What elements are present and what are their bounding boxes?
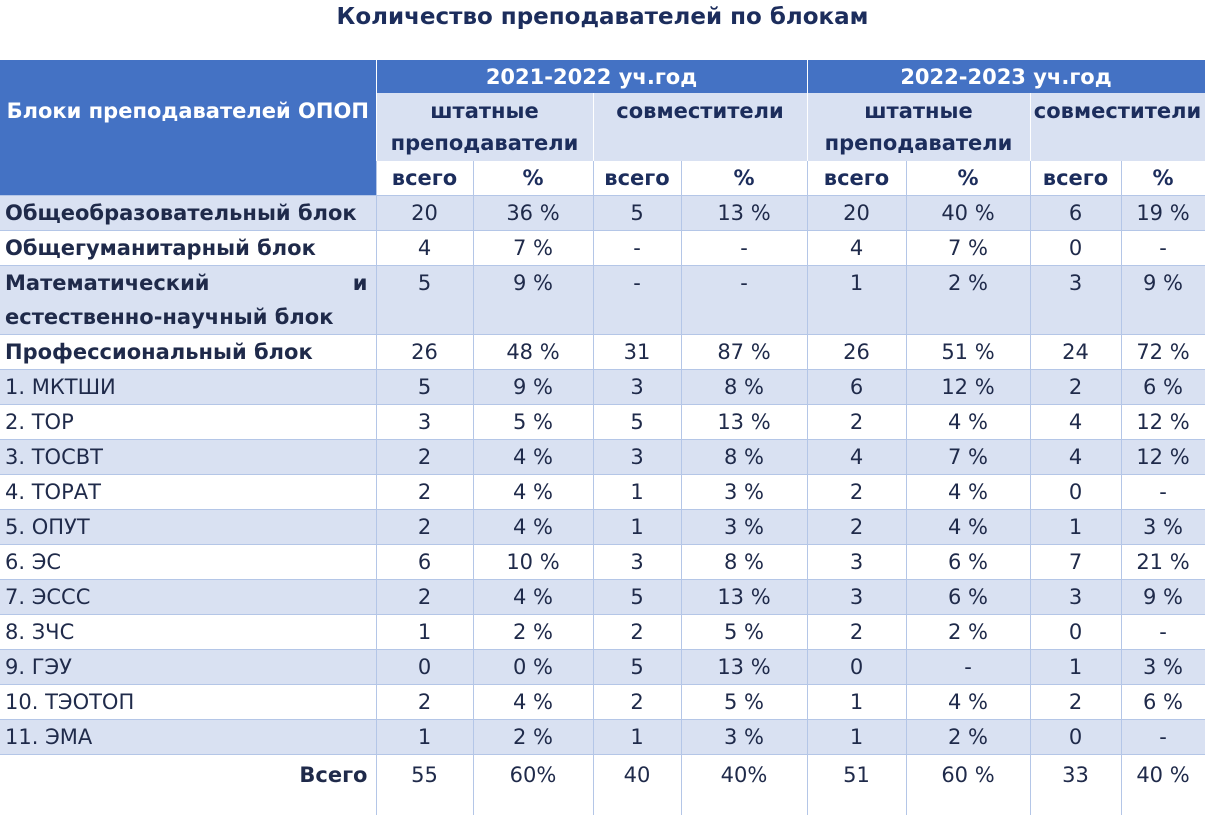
table-row xyxy=(0,196,1205,231)
cell-staff-2021-percent: 4 % xyxy=(473,685,593,720)
cell-staff-2021-total: 2 xyxy=(376,685,473,720)
row-label: Профессиональный блок xyxy=(0,335,376,370)
header-block-column-filler xyxy=(0,161,376,196)
header-part-time-2022: совместители xyxy=(1030,93,1205,161)
cell-part-time-2021-total: - xyxy=(593,231,681,266)
filler-cell xyxy=(906,795,1030,815)
cell-part-time-2021-total: 2 xyxy=(593,615,681,650)
cell-part-time-2021-total: 3 xyxy=(593,545,681,580)
cell-staff-2022-total: 3 xyxy=(807,545,906,580)
header-unit-total: всего xyxy=(593,161,681,196)
cell-part-time-2022-total: 1 xyxy=(1030,510,1121,545)
filler-cell xyxy=(473,795,593,815)
table-row xyxy=(0,475,1205,510)
cell-staff-2022-total: 4 xyxy=(807,440,906,475)
table-row xyxy=(0,335,1205,370)
cell-staff-2022-percent: 51 % xyxy=(906,335,1030,370)
cell-part-time-2022-percent: 9 % xyxy=(1121,266,1205,335)
cell-part-time-2022-percent: 3 % xyxy=(1121,510,1205,545)
table-row xyxy=(0,720,1205,755)
total-part-time-2021-percent: 40% xyxy=(681,755,807,796)
cell-staff-2022-percent: 7 % xyxy=(906,440,1030,475)
cell-part-time-2021-percent: 87 % xyxy=(681,335,807,370)
cell-part-time-2022-total: 0 xyxy=(1030,615,1121,650)
cell-staff-2021-percent: 10 % xyxy=(473,545,593,580)
cell-part-time-2022-percent: 12 % xyxy=(1121,405,1205,440)
header-unit-percent: % xyxy=(473,161,593,196)
table-row xyxy=(0,615,1205,650)
cell-staff-2022-total: 26 xyxy=(807,335,906,370)
cell-part-time-2022-percent: 3 % xyxy=(1121,650,1205,685)
cell-staff-2022-total: 0 xyxy=(807,650,906,685)
cell-part-time-2021-total: 5 xyxy=(593,405,681,440)
cell-part-time-2022-total: 7 xyxy=(1030,545,1121,580)
cell-part-time-2021-total: 5 xyxy=(593,650,681,685)
row-label: 5. ОПУТ xyxy=(0,510,376,545)
cell-staff-2022-total: 1 xyxy=(807,266,906,335)
cell-staff-2021-percent: 5 % xyxy=(473,405,593,440)
total-staff-2022-total: 51 xyxy=(807,755,906,796)
cell-part-time-2021-percent: 8 % xyxy=(681,440,807,475)
header-staff-2021: штатные преподаватели xyxy=(376,93,593,161)
cell-staff-2021-total: 4 xyxy=(376,231,473,266)
header-unit-total: всего xyxy=(376,161,473,196)
row-label: 3. ТОСВТ xyxy=(0,440,376,475)
cell-part-time-2022-total: 1 xyxy=(1030,650,1121,685)
table-row xyxy=(0,510,1205,545)
cell-staff-2021-total: 20 xyxy=(376,196,473,231)
cell-staff-2021-total: 5 xyxy=(376,266,473,335)
cell-part-time-2022-total: 4 xyxy=(1030,405,1121,440)
teachers-by-block-table xyxy=(0,60,1205,815)
cell-part-time-2022-percent: - xyxy=(1121,231,1205,266)
cell-staff-2021-percent: 7 % xyxy=(473,231,593,266)
cell-part-time-2022-total: 0 xyxy=(1030,720,1121,755)
page-title: Количество преподавателей по блокам xyxy=(336,4,869,30)
cell-part-time-2022-percent: - xyxy=(1121,475,1205,510)
filler-cell xyxy=(807,795,906,815)
cell-staff-2022-percent: 6 % xyxy=(906,545,1030,580)
filler-cell xyxy=(376,795,473,815)
total-row xyxy=(0,755,1205,796)
filler-cell xyxy=(1030,795,1121,815)
row-label: 4. ТОРАТ xyxy=(0,475,376,510)
cell-part-time-2022-percent: - xyxy=(1121,615,1205,650)
table-row xyxy=(0,370,1205,405)
cell-staff-2021-percent: 48 % xyxy=(473,335,593,370)
cell-staff-2022-total: 4 xyxy=(807,231,906,266)
table-row xyxy=(0,650,1205,685)
filler-cell xyxy=(681,795,807,815)
cell-part-time-2021-total: 1 xyxy=(593,510,681,545)
cell-staff-2021-percent: 4 % xyxy=(473,475,593,510)
cell-part-time-2022-total: 6 xyxy=(1030,196,1121,231)
table-row xyxy=(0,231,1205,266)
cell-part-time-2021-total: 5 xyxy=(593,580,681,615)
cell-staff-2021-percent: 2 % xyxy=(473,720,593,755)
header-year-2021: 2021-2022 уч.год xyxy=(376,60,807,93)
cell-part-time-2021-percent: 13 % xyxy=(681,405,807,440)
cell-part-time-2022-total: 4 xyxy=(1030,440,1121,475)
table-row xyxy=(0,580,1205,615)
total-label: Всего xyxy=(0,755,376,796)
cell-staff-2021-total: 2 xyxy=(376,580,473,615)
header-unit-percent: % xyxy=(1121,161,1205,196)
row-label: 1. МКТШИ xyxy=(0,370,376,405)
total-staff-2021-percent: 60% xyxy=(473,755,593,796)
header-year-2022: 2022-2023 уч.год xyxy=(807,60,1205,93)
header-unit-total: всего xyxy=(1030,161,1121,196)
filler-cell xyxy=(1121,795,1205,815)
cell-part-time-2022-total: 24 xyxy=(1030,335,1121,370)
cell-staff-2022-percent: 2 % xyxy=(906,615,1030,650)
cell-part-time-2022-total: 0 xyxy=(1030,475,1121,510)
row-label xyxy=(0,266,376,335)
table-bottom-filler xyxy=(0,795,1205,815)
cell-part-time-2022-percent: 72 % xyxy=(1121,335,1205,370)
cell-part-time-2021-total: 3 xyxy=(593,440,681,475)
cell-staff-2022-percent: 7 % xyxy=(906,231,1030,266)
cell-part-time-2021-percent: 3 % xyxy=(681,510,807,545)
cell-part-time-2021-percent: 8 % xyxy=(681,370,807,405)
cell-part-time-2021-total: 1 xyxy=(593,720,681,755)
cell-staff-2022-percent: 6 % xyxy=(906,580,1030,615)
cell-staff-2022-total: 2 xyxy=(807,475,906,510)
cell-staff-2022-percent: 4 % xyxy=(906,685,1030,720)
cell-staff-2022-percent: 4 % xyxy=(906,475,1030,510)
cell-staff-2021-total: 5 xyxy=(376,370,473,405)
cell-staff-2021-percent: 4 % xyxy=(473,580,593,615)
cell-staff-2021-total: 2 xyxy=(376,475,473,510)
cell-part-time-2021-total: 1 xyxy=(593,475,681,510)
cell-staff-2021-percent: 2 % xyxy=(473,615,593,650)
cell-part-time-2021-percent: 3 % xyxy=(681,475,807,510)
total-staff-2022-percent: 60 % xyxy=(906,755,1030,796)
cell-part-time-2022-percent: 6 % xyxy=(1121,685,1205,720)
cell-staff-2021-total: 6 xyxy=(376,545,473,580)
cell-part-time-2021-total: 5 xyxy=(593,196,681,231)
row-label: 7. ЭССС xyxy=(0,580,376,615)
cell-part-time-2021-total: - xyxy=(593,266,681,335)
cell-part-time-2022-total: 2 xyxy=(1030,685,1121,720)
cell-staff-2022-percent: - xyxy=(906,650,1030,685)
header-block-column: Блоки преподавателей ОПОП xyxy=(0,60,376,161)
header-unit-total: всего xyxy=(807,161,906,196)
table-row xyxy=(0,405,1205,440)
cell-staff-2021-percent: 9 % xyxy=(473,370,593,405)
header-unit-percent: % xyxy=(906,161,1030,196)
header-unit-percent: % xyxy=(681,161,807,196)
row-label: 9. ГЭУ xyxy=(0,650,376,685)
cell-part-time-2021-percent: 13 % xyxy=(681,196,807,231)
cell-staff-2022-total: 3 xyxy=(807,580,906,615)
cell-staff-2021-total: 0 xyxy=(376,650,473,685)
cell-part-time-2022-total: 3 xyxy=(1030,266,1121,335)
cell-part-time-2022-percent: 9 % xyxy=(1121,580,1205,615)
cell-part-time-2021-total: 2 xyxy=(593,685,681,720)
row-label-line1-right: и xyxy=(352,271,368,295)
cell-staff-2022-total: 2 xyxy=(807,405,906,440)
cell-staff-2021-total: 1 xyxy=(376,720,473,755)
filler-cell xyxy=(0,795,376,815)
table-row xyxy=(0,545,1205,580)
cell-staff-2021-percent: 36 % xyxy=(473,196,593,231)
cell-staff-2022-total: 1 xyxy=(807,685,906,720)
cell-part-time-2021-percent: 8 % xyxy=(681,545,807,580)
cell-staff-2021-total: 26 xyxy=(376,335,473,370)
cell-staff-2021-total: 2 xyxy=(376,440,473,475)
cell-staff-2022-total: 20 xyxy=(807,196,906,231)
header-part-time-2021: совместители xyxy=(593,93,807,161)
cell-part-time-2022-percent: 6 % xyxy=(1121,370,1205,405)
cell-staff-2022-percent: 4 % xyxy=(906,510,1030,545)
cell-staff-2022-total: 2 xyxy=(807,615,906,650)
row-label: 2. ТОР xyxy=(0,405,376,440)
total-staff-2021-total: 55 xyxy=(376,755,473,796)
row-label: 10. ТЭОТОП xyxy=(0,685,376,720)
table-row xyxy=(0,266,1205,335)
cell-staff-2022-percent: 40 % xyxy=(906,196,1030,231)
cell-part-time-2021-percent: 5 % xyxy=(681,685,807,720)
cell-staff-2022-total: 1 xyxy=(807,720,906,755)
total-part-time-2021-total: 40 xyxy=(593,755,681,796)
row-label: 6. ЭС xyxy=(0,545,376,580)
cell-staff-2022-percent: 4 % xyxy=(906,405,1030,440)
total-part-time-2022-total: 33 xyxy=(1030,755,1121,796)
cell-part-time-2021-total: 3 xyxy=(593,370,681,405)
cell-staff-2021-total: 1 xyxy=(376,615,473,650)
cell-part-time-2022-percent: - xyxy=(1121,720,1205,755)
row-label: Общеобразовательный блок xyxy=(0,196,376,231)
cell-staff-2021-total: 3 xyxy=(376,405,473,440)
header-staff-2022: штатные преподаватели xyxy=(807,93,1030,161)
cell-staff-2021-total: 2 xyxy=(376,510,473,545)
row-label-line2: естественно-научный блок xyxy=(5,305,334,329)
cell-part-time-2022-percent: 19 % xyxy=(1121,196,1205,231)
row-label: Общегуманитарный блок xyxy=(0,231,376,266)
cell-staff-2021-percent: 4 % xyxy=(473,510,593,545)
cell-part-time-2021-percent: 3 % xyxy=(681,720,807,755)
row-label-line1-left: Математический xyxy=(5,271,210,295)
filler-cell xyxy=(593,795,681,815)
cell-part-time-2021-total: 31 xyxy=(593,335,681,370)
row-label: 11. ЭМА xyxy=(0,720,376,755)
cell-part-time-2021-percent: - xyxy=(681,231,807,266)
cell-part-time-2022-total: 0 xyxy=(1030,231,1121,266)
cell-staff-2021-percent: 4 % xyxy=(473,440,593,475)
cell-staff-2022-total: 2 xyxy=(807,510,906,545)
cell-staff-2022-percent: 2 % xyxy=(906,720,1030,755)
cell-part-time-2022-total: 3 xyxy=(1030,580,1121,615)
cell-staff-2021-percent: 0 % xyxy=(473,650,593,685)
row-label: 8. ЗЧС xyxy=(0,615,376,650)
cell-staff-2022-percent: 12 % xyxy=(906,370,1030,405)
cell-staff-2022-total: 6 xyxy=(807,370,906,405)
cell-part-time-2021-percent: 5 % xyxy=(681,615,807,650)
cell-part-time-2021-percent: 13 % xyxy=(681,580,807,615)
cell-part-time-2022-percent: 21 % xyxy=(1121,545,1205,580)
cell-part-time-2022-percent: 12 % xyxy=(1121,440,1205,475)
total-part-time-2022-percent: 40 % xyxy=(1121,755,1205,796)
table-row xyxy=(0,685,1205,720)
cell-part-time-2021-percent: - xyxy=(681,266,807,335)
cell-part-time-2021-percent: 13 % xyxy=(681,650,807,685)
cell-staff-2022-percent: 2 % xyxy=(906,266,1030,335)
cell-staff-2021-percent: 9 % xyxy=(473,266,593,335)
cell-part-time-2022-total: 2 xyxy=(1030,370,1121,405)
table-row xyxy=(0,440,1205,475)
